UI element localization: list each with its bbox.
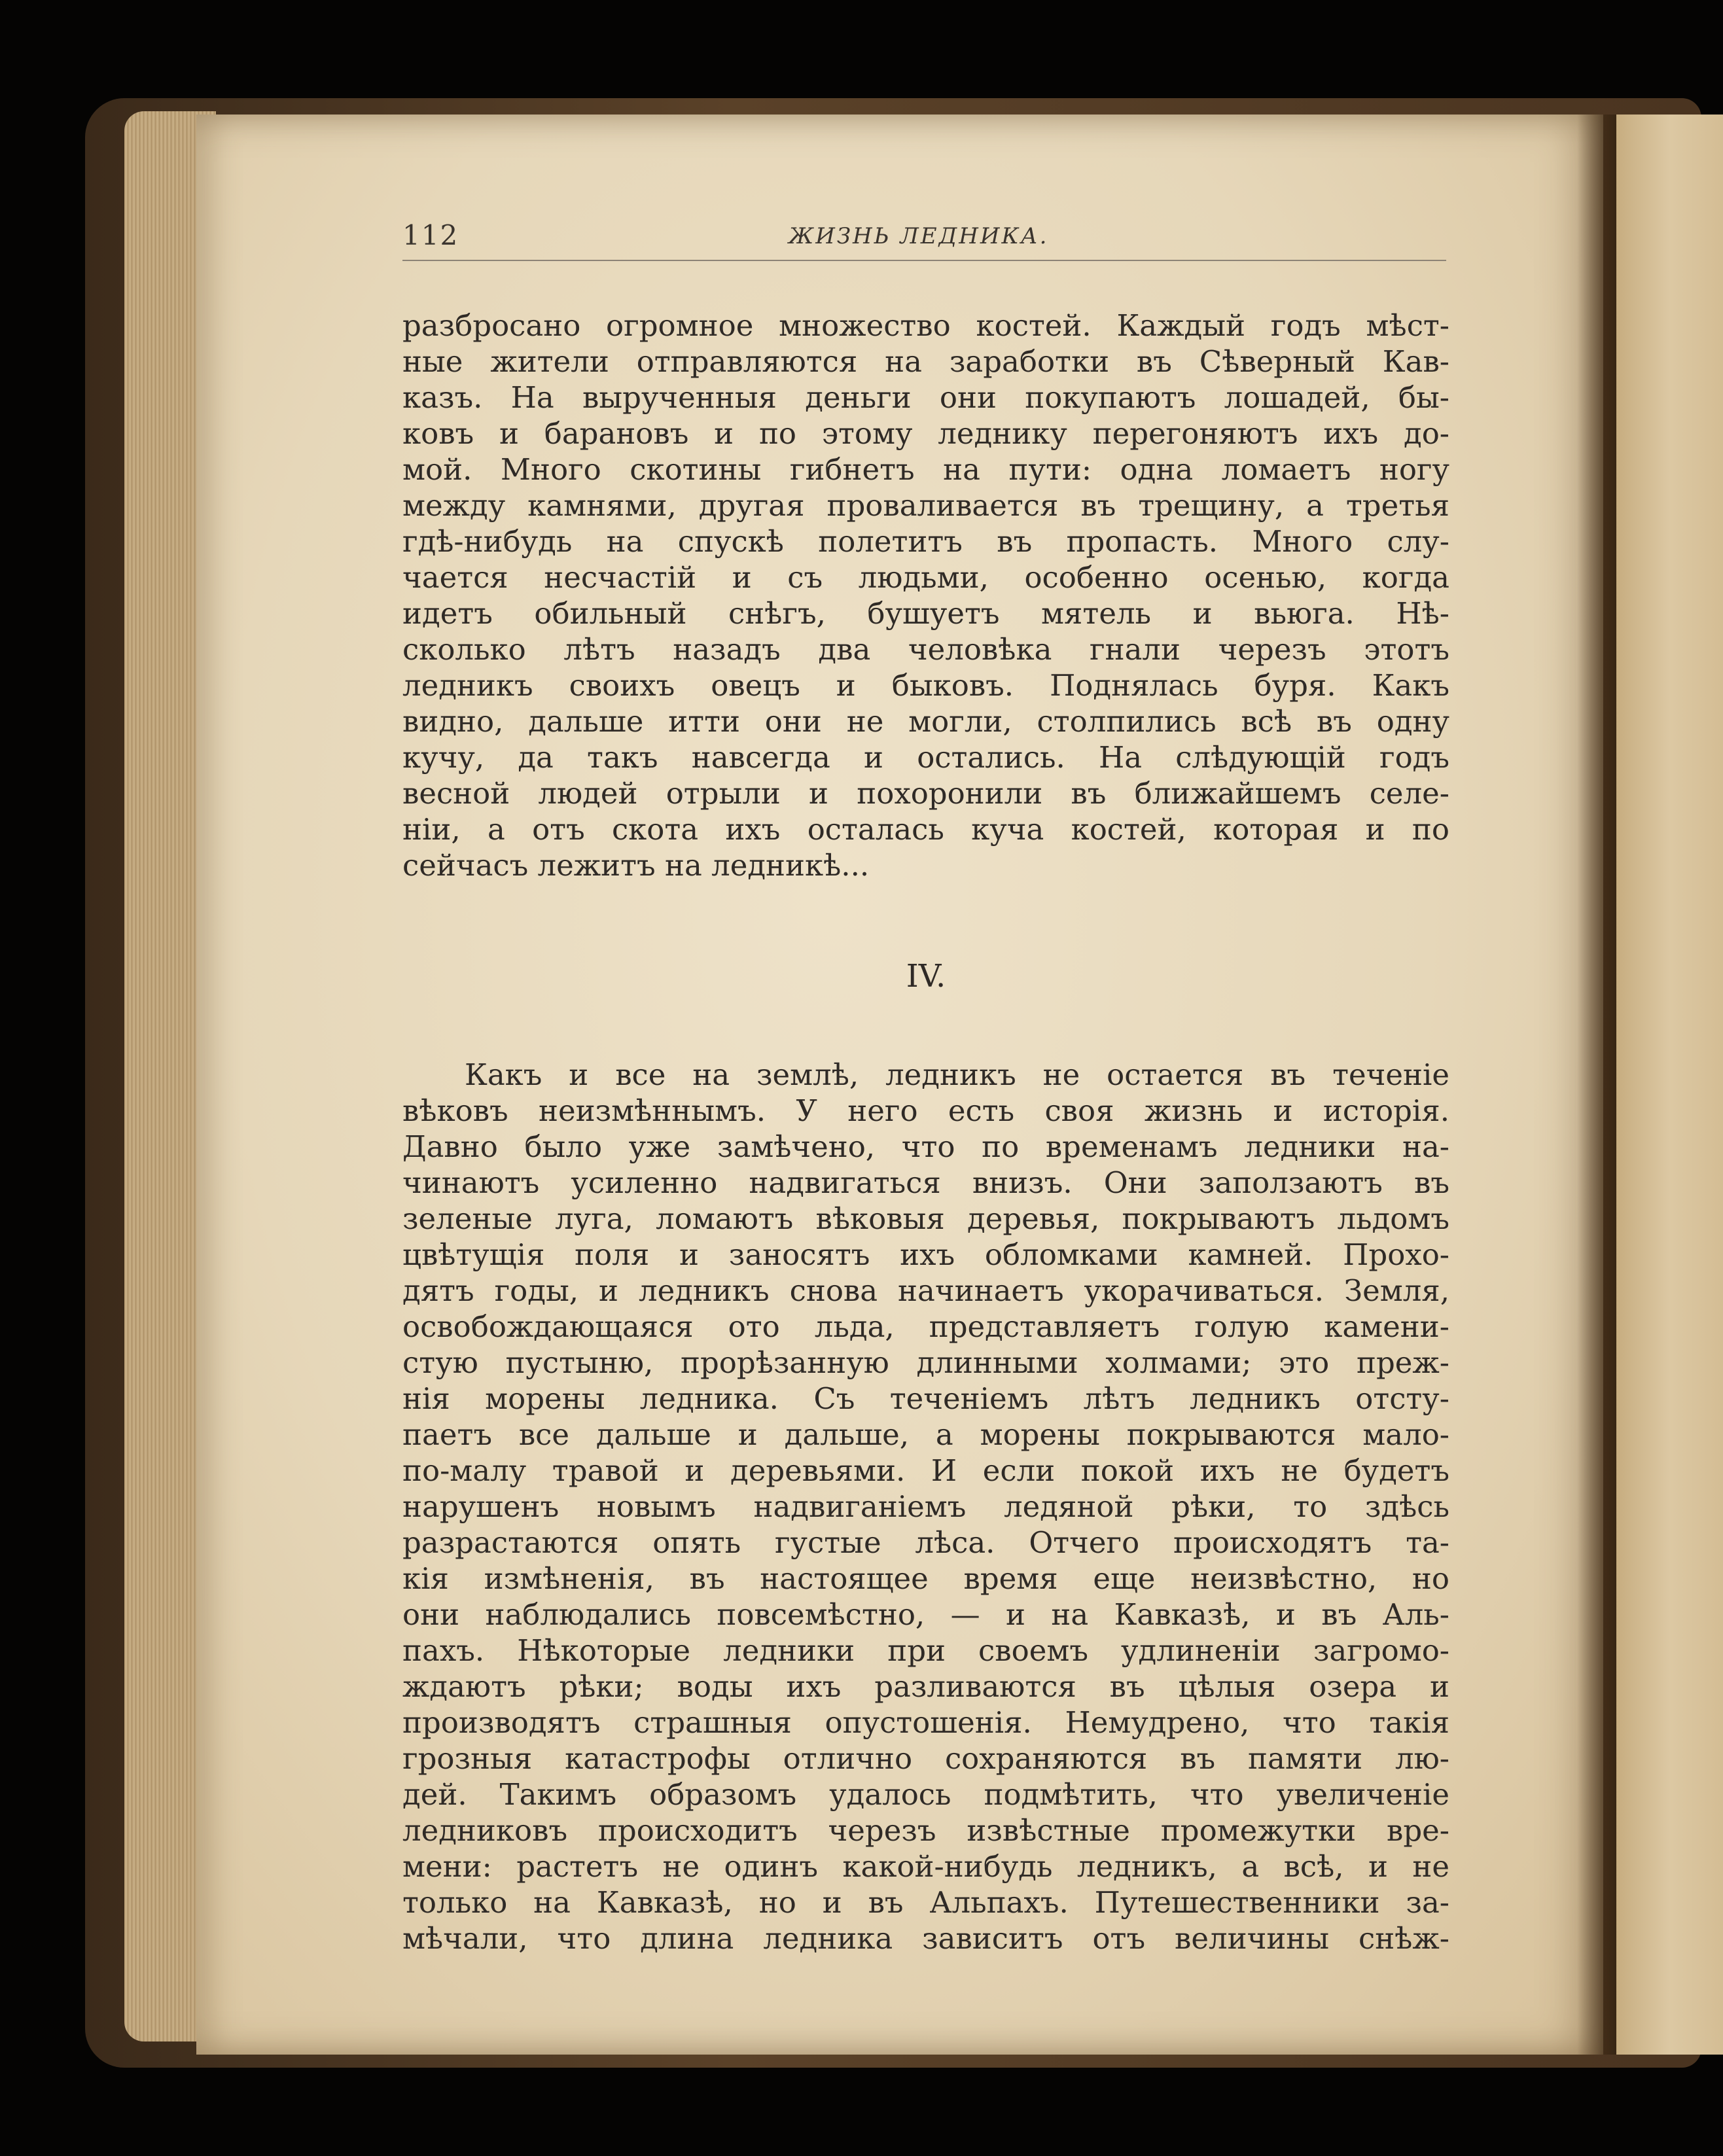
text-line: нарушенъ новымъ надвиганіемъ ледяной рѣки, то здѣсь [402, 1489, 1449, 1524]
text-line: грозныя катастрофы отлично сохраняются въ памяти лю- [402, 1741, 1449, 1776]
text-line: мѣчали, что длина ледника зависитъ отъ величины снѣж- [402, 1921, 1449, 1956]
text-line: дятъ годы, и ледникъ снова начинаетъ укорачиваться. Земля, [402, 1273, 1449, 1308]
text-line: вѣковъ неизмѣннымъ. У него есть своя жизнь и исторія. [402, 1093, 1449, 1128]
text-line: идетъ обильный снѣгъ, бушуетъ мятель и вьюга. Нѣ- [402, 596, 1449, 631]
text-line: разбросано огромное множество костей. Каждый годъ мѣст- [402, 308, 1449, 343]
facing-page-edge [1616, 115, 1723, 2055]
text-line: сколько лѣтъ назадъ два человѣка гнали черезъ этотъ [402, 632, 1449, 667]
text-line: зеленые луга, ломаютъ вѣковыя деревья, покрываютъ льдомъ [402, 1201, 1449, 1236]
text-line: казъ. На вырученныя деньги они покупаютъ лошадей, бы- [402, 380, 1449, 415]
paragraph-2 [402, 1057, 1449, 1956]
text-line: производятъ страшныя опустошенія. Немудрено, что такія [402, 1705, 1449, 1740]
text-line: мени: растетъ не одинъ какой-нибудь ледникъ, а всѣ, и не [402, 1849, 1449, 1884]
text-line: ледникъ своихъ овецъ и быковъ. Поднялась буря. Какъ [402, 668, 1449, 703]
text-line: дей. Такимъ образомъ удалось подмѣтить, что увеличеніе [402, 1777, 1449, 1812]
running-title: ЖИЗНЬ ЛЕДНИКА. [789, 223, 1049, 249]
paragraph-1 [402, 308, 1449, 883]
text-line: освобождающаяся ото льда, представляетъ голую камени- [402, 1309, 1449, 1344]
page-header [402, 219, 1446, 265]
text-line: кія измѣненія, въ настоящее время еще неизвѣстно, но [402, 1561, 1449, 1596]
text-line: гдѣ-нибудь на спускѣ полетитъ въ пропасть. Много слу- [402, 524, 1449, 559]
text-line: стую пустыню, прорѣзанную длинными холмами; это преж- [402, 1345, 1449, 1380]
text-line: ждаютъ рѣки; воды ихъ разливаются въ цѣлыя озера и [402, 1669, 1449, 1704]
text-line: ледниковъ происходитъ черезъ извѣстные промежутки вре- [402, 1813, 1449, 1848]
text-line: по-малу травой и деревьями. И если покой ихъ не будетъ [402, 1453, 1449, 1488]
text-line: нія морены ледника. Съ теченіемъ лѣтъ ледникъ отсту- [402, 1381, 1449, 1416]
text-line: сейчасъ лежитъ на ледникѣ... [402, 848, 870, 883]
text-line: чинаютъ усиленно надвигаться внизъ. Они заползаютъ въ [402, 1165, 1449, 1200]
text-line: между камнями, другая проваливается въ трещину, а третья [402, 488, 1449, 523]
text-line: паетъ все дальше и дальше, а морены покрываются мало- [402, 1417, 1449, 1452]
text-line: они наблюдались повсемѣстно, — и на Кавказѣ, и въ Аль- [402, 1597, 1449, 1632]
text-line: ковъ и барановъ и по этому леднику перегоняютъ ихъ до- [402, 416, 1449, 451]
text-line: видно, дальше итти они не могли, столпились всѣ въ одну [402, 704, 1449, 739]
section-heading: IV. [906, 958, 946, 995]
page-body [402, 308, 1449, 1956]
text-line: кучу, да такъ навсегда и остались. На слѣдующій годъ [402, 740, 1449, 775]
header-rule [402, 260, 1446, 261]
text-line: Какъ и все на землѣ, ледникъ не остается въ теченіе [465, 1057, 1449, 1092]
page-number: 112 [402, 219, 459, 251]
text-line: мой. Много скотины гибнетъ на пути: одна ломаетъ ногу [402, 452, 1449, 487]
text-line: цвѣтущія поля и заносятъ ихъ обломками камней. Прохо- [402, 1237, 1449, 1272]
text-line: чается несчастій и съ людьми, особенно осенью, когда [402, 560, 1449, 595]
text-line: весной людей отрыли и похоронили въ ближайшемъ селе- [402, 776, 1449, 811]
text-line: ные жители отправляются на заработки въ Сѣверный Кав- [402, 344, 1449, 379]
text-line: пахъ. Нѣкоторые ледники при своемъ удлиненіи загромо- [402, 1633, 1449, 1668]
text-line: Давно было уже замѣчено, что по временамъ ледники на- [402, 1129, 1449, 1164]
text-line: ніи, а отъ скота ихъ осталась куча костей, которая и по [402, 812, 1449, 847]
text-line: разрастаются опять густые лѣса. Отчего происходятъ та- [402, 1525, 1449, 1560]
text-line: только на Кавказѣ, но и въ Альпахъ. Путешественники за- [402, 1885, 1449, 1920]
